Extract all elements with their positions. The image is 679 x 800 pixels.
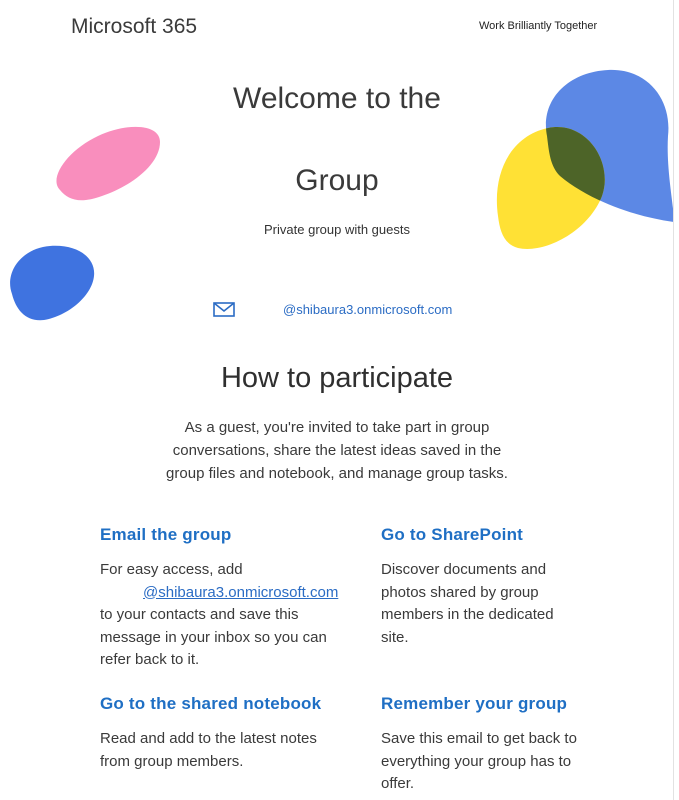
tagline: Work Brilliantly Together — [479, 20, 598, 32]
email-group-title[interactable]: Email the group — [100, 525, 232, 544]
notebook-text: Read and add to the latest notes from group members. — [100, 730, 317, 770]
welcome-title-line1: Welcome to the — [233, 82, 441, 115]
sharepoint-text: Discover documents and photos shared by group members in the dedicated site. — [381, 561, 554, 646]
how-to-participate-heading: How to participate — [220, 362, 454, 394]
email-group-card — [100, 525, 340, 672]
email-group-text-before: For easy access, add — [100, 561, 243, 578]
notebook-card — [100, 694, 340, 773]
sharepoint-card — [381, 525, 621, 649]
email-group-text-after: to your contacts and save this message in your inbox so you can refer back to it. — [100, 606, 327, 668]
participate-intro: As a guest, you're invited to take part in group conversations, share the latest ideas saved in the group files and notebook, and manage group tasks. — [166, 419, 508, 482]
email-group-address-link[interactable]: @shibaura3.onmicrosoft.com — [143, 583, 339, 601]
mail-icon — [213, 302, 235, 317]
remember-text: Save this email to get back to everything your group has to offer. — [381, 730, 577, 792]
group-privacy-subtitle: Private group with guests — [264, 222, 410, 237]
sharepoint-title[interactable]: Go to SharePoint — [381, 525, 524, 544]
notebook-title[interactable]: Go to the shared notebook — [100, 694, 322, 713]
group-email-link[interactable]: @shibaura3.onmicrosoft.com — [283, 302, 453, 317]
remember-title: Remember your group — [381, 694, 568, 713]
brand-name: Microsoft 365 — [71, 15, 198, 38]
blue-blob-decoration — [4, 242, 99, 324]
welcome-title-line2: Group — [295, 164, 379, 197]
email-group-text — [100, 559, 340, 672]
remember-card — [381, 694, 621, 796]
